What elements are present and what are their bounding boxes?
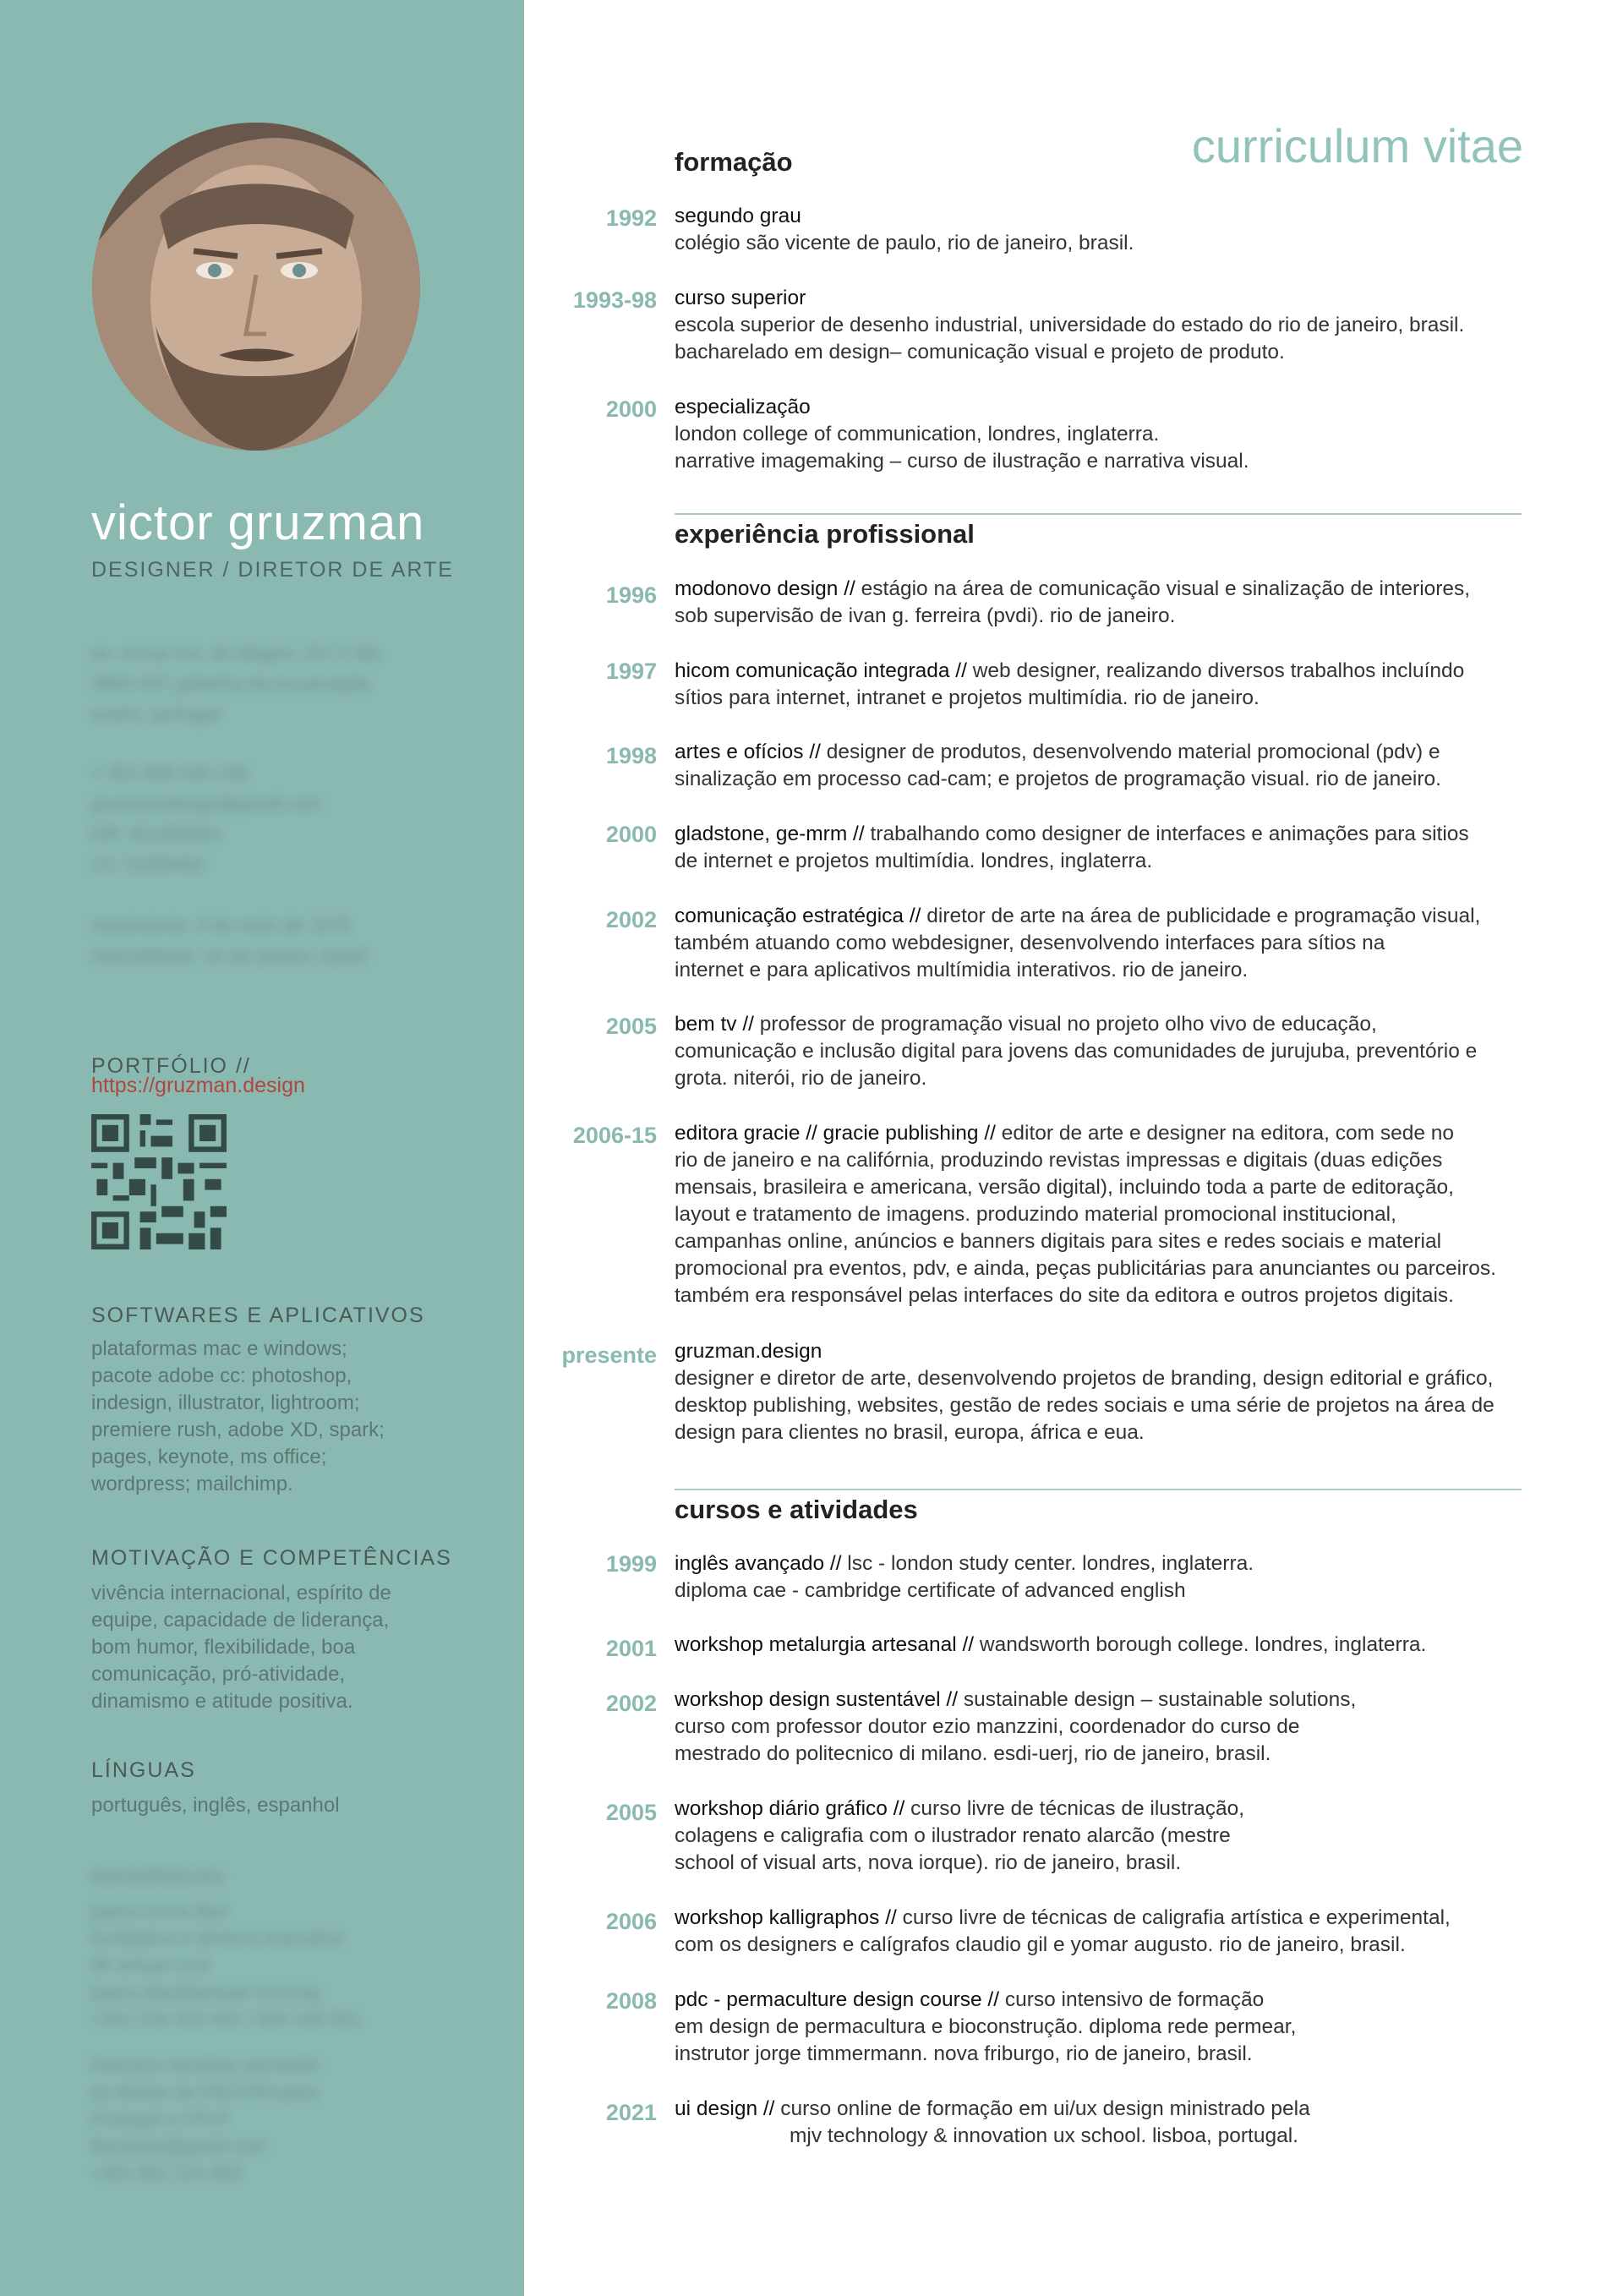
entry-line: school of visual arts, nova iorque). rio de janeiro, brasil.: [675, 1851, 1182, 1874]
entry-title: pdc - permaculture design course //: [675, 1988, 1000, 2011]
entry-year: 2002: [605, 907, 657, 932]
entry-line: sinalização em processo cad-cam; e projetos de programação visual. rio de janeiro.: [675, 768, 1441, 790]
entry-line: layout e tratamento de imagens. produzindo material promocional institucional,: [675, 1203, 1396, 1226]
entry-line: escola superior de desenho industrial, universidade do estado do rio de janeiro, brasil.: [675, 314, 1465, 336]
softwares-line: indesign, illustrator, lightroom;: [91, 1391, 360, 1414]
entry-line: web designer, realizando diversos trabalhos incluíndo: [966, 659, 1465, 682]
softwares-line: pages, keynote, ms office;: [91, 1446, 327, 1468]
references-line: fkendras@gmail.com: [91, 2135, 266, 2157]
entry-line: lsc - london study center. londres, inglaterra.: [841, 1552, 1254, 1575]
entry-line: diploma cae - cambridge certificate of advanced english: [675, 1579, 1186, 1602]
entry-line: curso livre de técnicas de ilustração,: [904, 1797, 1245, 1820]
formacao-entry: [675, 394, 1545, 475]
entry-line: editor de arte e designer na editora, com sede no: [995, 1122, 1455, 1145]
references-line: ex-diretor do FACCRA para: [91, 2081, 318, 2102]
curso-entry: [675, 1686, 1545, 1768]
contact-line: nascimento: 9 de maio de 1975: [91, 915, 351, 936]
entry-line: comunicação e inclusão digital para jovens das comunidades de jurujuba, preventório e: [675, 1040, 1478, 1063]
entry-title: inglês avançado //: [675, 1552, 842, 1575]
references-line: fundadora e diretora executiva: [91, 1927, 343, 1949]
motivacao-heading: MOTIVAÇÃO E COMPETÊNCIAS: [91, 1546, 452, 1570]
experiencia-entry: [675, 821, 1545, 875]
references-line: REFERÊNCIAS: [91, 1867, 224, 1888]
experiencia-heading: experiência profissional: [675, 519, 975, 549]
entry-line: designer de produtos, desenvolvendo material promocional (pdv) e: [820, 741, 1440, 763]
entry-year: 2001: [605, 1636, 657, 1661]
entry-year: 2006: [605, 1909, 657, 1934]
entry-line: bacharelado em design– comunicação visual e projeto de produto.: [675, 341, 1285, 364]
entry-line: mensais, brasileira e americana, versão digital), incluindo toda a parte de editoração,: [675, 1176, 1454, 1199]
entry-title: bem tv //: [675, 1013, 754, 1036]
entry-line: campanhas online, anúncios e banners digitais para sites e redes sociais e material: [675, 1230, 1442, 1253]
contact-line: naturalidade: rio de janeiro, brasil: [91, 945, 367, 966]
entry-line: com os designers e calígrafos claudio gil e yomar augusto. rio de janeiro, brasil.: [675, 1933, 1406, 1956]
entry-title: ui design //: [675, 2097, 775, 2120]
entry-line: instrutor jorge timmermann. nova friburgo, rio de janeiro, brasil.: [675, 2042, 1253, 2065]
entry-title: workshop kalligraphos //: [675, 1906, 897, 1929]
portrait-illustration: [92, 123, 420, 451]
entry-line: desktop publishing, websites, gestão de redes sociais e uma série de projetos na área de: [675, 1394, 1495, 1417]
curso-entry: [675, 1796, 1545, 1877]
entry-year: 2000: [605, 396, 657, 422]
entry-year: 1998: [605, 743, 657, 768]
entry-year: 1993-98: [572, 287, 657, 313]
references-line: francisco kendras sarmento: [91, 2054, 320, 2075]
entry-title: hicom comunicação integrada //: [675, 659, 967, 682]
motivacao-line: comunicação, pró-atividade,: [91, 1663, 346, 1686]
motivacao-line: equipe, capacidade de liderança,: [91, 1609, 390, 1632]
contact-line: NIF 301068494: [91, 823, 220, 845]
entry-line: london college of communication, londres, inglaterra.: [675, 423, 1160, 446]
entry-title: editora gracie // gracie publishing //: [675, 1122, 996, 1145]
entry-line: narrative imagemaking – curso de ilustração e narrativa visual.: [675, 450, 1249, 473]
entry-line: de internet e projetos multimídia. londres, inglaterra.: [675, 850, 1153, 872]
entry-title: workshop diário gráfico //: [675, 1797, 905, 1820]
entry-line: professor de programação visual no projeto olho vivo de educação,: [753, 1013, 1377, 1036]
experiencia-entry: [675, 1338, 1545, 1446]
profile-photo: [92, 123, 420, 451]
entry-title: workshop design sustentável //: [675, 1688, 959, 1711]
entry-title: gladstone, ge-mrm //: [675, 823, 865, 845]
references-line: joana.dias@antuan-ecd.org: [91, 1982, 320, 2003]
softwares-line: wordpress; mailchimp.: [91, 1473, 293, 1495]
entry-line: trabalhando como designer de interfaces e animações para sitios: [864, 823, 1469, 845]
entry-year: 2006-15: [572, 1123, 657, 1148]
entry-year: 2002: [605, 1691, 657, 1716]
entry-line: colagens e caligrafia com o ilustrador renato alarcão (mestre: [675, 1824, 1231, 1847]
entry-line: mestrado do politecnico di milano. esdi-uerj, rio de janeiro, brasil.: [675, 1742, 1271, 1765]
references-line: de antuan ecd: [91, 1954, 210, 1976]
experiencia-entry: [675, 903, 1545, 984]
qr-code-icon[interactable]: [91, 1114, 227, 1249]
cv-title: curriculum vitae: [1191, 119, 1523, 172]
entry-line: curso com professor doutor ezio manzzini, coordenador do curso de: [675, 1715, 1300, 1738]
entry-line: grota. niterói, rio de janeiro.: [675, 1067, 927, 1090]
contact-line: av. nossa sra. da alegria, 23 / 1 dto: [91, 642, 381, 664]
section-divider: [675, 1489, 1522, 1490]
curso-entry: [675, 1987, 1545, 2068]
entry-title: artes e ofícios //: [675, 741, 821, 763]
softwares-line: premiere rush, adobe XD, spark;: [91, 1419, 385, 1441]
contact-line: gruzmandesign@gmail.com: [91, 793, 323, 814]
experiencia-entry: [675, 739, 1545, 793]
references-line: Portugal e CPLP: [91, 2108, 230, 2129]
linguas-heading: LÍNGUAS: [91, 1758, 196, 1782]
softwares-list: [91, 1336, 489, 1498]
entry-year: 2005: [605, 1014, 657, 1039]
entry-line: curso intensivo de formação: [999, 1988, 1265, 2011]
motivacao-line: dinamismo e atitude positiva.: [91, 1690, 353, 1713]
entry-line: estágio na área de comunicação visual e sinalização de interiores,: [855, 577, 1471, 600]
profile-name: victor gruzman: [91, 495, 425, 550]
entry-line: em design de permacultura e bioconstrução. diploma rede permear,: [675, 2015, 1297, 2038]
entry-line: curso online de formação em ui/ux design ministrado pela: [774, 2097, 1310, 2120]
portfolio-link[interactable]: https://gruzman.design: [91, 1074, 305, 1097]
contact-line: CC 11089462: [91, 854, 205, 875]
entry-year: 1996: [605, 582, 657, 608]
softwares-line: plataformas mac e windows;: [91, 1337, 347, 1360]
entry-title: gruzman.design: [675, 1340, 822, 1363]
entry-year: 2008: [605, 1988, 657, 2014]
curso-entry: [675, 1550, 1545, 1604]
contact-line: 3800-457 gafanha da encarnação: [91, 673, 371, 694]
portfolio-heading: PORTFÓLIO //: [91, 1054, 251, 1078]
entry-line: curso livre de técnicas de caligrafia artística e experimental,: [896, 1906, 1451, 1929]
entry-year: 2000: [605, 822, 657, 847]
references-line: +351 961 124 483: [91, 2162, 243, 2184]
softwares-heading: SOFTWARES E APLICATIVOS: [91, 1304, 425, 1327]
experiencia-entry: [675, 576, 1545, 630]
experiencia-entry: [675, 658, 1545, 712]
entry-line: mjv technology & innovation ux school. lisboa, portugal.: [790, 2124, 1298, 2147]
entry-line: diretor de arte na área de publicidade e programação visual,: [921, 905, 1481, 927]
profile-role: DESIGNER / DIRETOR DE ARTE: [91, 558, 454, 582]
entry-line: wandsworth borough college. londres, inglaterra.: [974, 1633, 1427, 1656]
entry-year: 2021: [605, 2100, 657, 2125]
curso-entry: [675, 1632, 1545, 1659]
motivacao-line: vivência internacional, espírito de: [91, 1582, 391, 1604]
entry-year: presente: [561, 1342, 657, 1368]
entry-line: designer e diretor de arte, desenvolvendo projetos de branding, design editorial e gráfico,: [675, 1367, 1494, 1390]
cursos-heading: cursos e atividades: [675, 1495, 918, 1524]
entry-line: sítios para internet, intranet e projetos multimídia. rio de janeiro.: [675, 686, 1260, 709]
linguas-text: português, inglês, espanhol: [91, 1794, 340, 1817]
references-line: joana rocha dias: [91, 1900, 228, 1922]
entry-title: workshop metalurgia artesanal //: [675, 1633, 975, 1656]
entry-title: modonovo design //: [675, 577, 855, 600]
entry-title: segundo grau: [675, 205, 801, 227]
experiencia-entry: [675, 1011, 1545, 1092]
sidebar: [0, 0, 524, 2296]
entry-title: especialização: [675, 396, 811, 418]
entry-line: design para clientes no brasil, europa, áfrica e eua.: [675, 1421, 1145, 1444]
entry-line: também era responsável pelas interfaces do site da editora e outros projetos digitais.: [675, 1284, 1454, 1307]
entry-line: sob supervisão de ivan g. ferreira (pvdi). rio de janeiro.: [675, 604, 1176, 627]
entry-line: colégio são vicente de paulo, rio de janeiro, brasil.: [675, 232, 1134, 254]
contact-line: aveiro, portugal: [91, 703, 220, 724]
entry-year: 1999: [605, 1551, 657, 1577]
motivacao-text: [91, 1580, 489, 1715]
motivacao-line: bom humor, flexibilidade, boa: [91, 1636, 356, 1659]
curso-entry: [675, 2096, 1545, 2150]
entry-title: curso superior: [675, 287, 806, 309]
section-divider: [675, 513, 1522, 515]
entry-year: 2005: [605, 1800, 657, 1825]
references-line: +351 234 424 402 / 965 148 541: [91, 2009, 361, 2030]
entry-line: sustainable design – sustainable solutions,: [958, 1688, 1357, 1711]
entry-line: internet e para aplicativos multímidia interativos. rio de janeiro.: [675, 959, 1249, 981]
formacao-heading: formação: [675, 147, 793, 177]
softwares-line: pacote adobe cc: photoshop,: [91, 1364, 352, 1387]
curso-entry: [675, 1905, 1545, 1959]
contact-line: + 351 906 028 138: [91, 763, 248, 784]
entry-year: 1997: [605, 659, 657, 684]
formacao-entry: [675, 203, 1545, 257]
entry-title: comunicação estratégica //: [675, 905, 921, 927]
formacao-entry: [675, 285, 1545, 366]
entry-year: 1992: [605, 205, 657, 231]
entry-line: rio de janeiro e na califórnia, produzindo revistas impressas e digitais (duas edições: [675, 1149, 1443, 1172]
experiencia-entry: [675, 1120, 1545, 1309]
entry-line: também atuando como webdesigner, desenvolvendo interfaces para sítios na: [675, 932, 1385, 954]
entry-line: promocional pra eventos, pdv, e ainda, peças publicitárias para anunciantes ou parceiros.: [675, 1257, 1496, 1280]
